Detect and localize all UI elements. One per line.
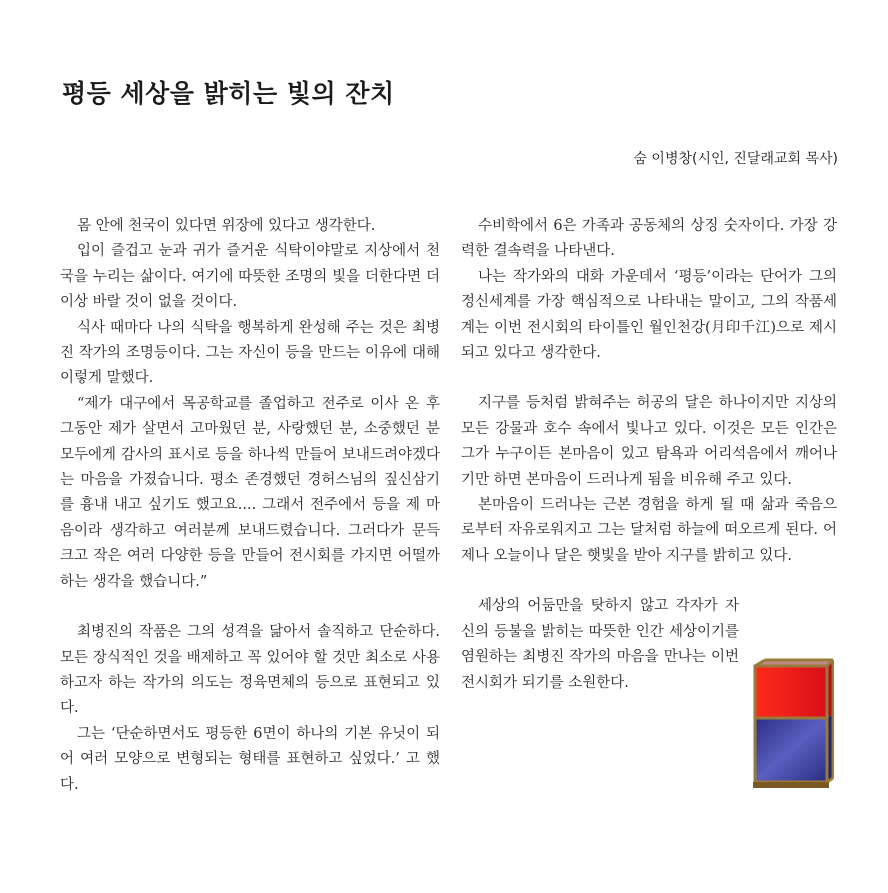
paragraph: 식사 때마다 나의 식탁을 행복하게 완성해 주는 것은 최병진 작가의 조명등이다. 그는 자신이 등을 만드는 이유에 대해 이렇게 말했다. <box>60 319 440 387</box>
paragraph: 그는 ‘단순하면서도 평등한 6면이 하나의 기본 유닛이 되어 여러 모양으로 변형되는 형태를 표현하고 싶었다.’ 고 했다. <box>60 725 440 793</box>
paragraph: 최병진의 작품은 그의 성격을 닮아서 솔직하고 단순하다. 모든 장식적인 것을 배제하고 꼭 있어야 할 것만 최소로 사용하고자 하는 작가의 의도는 정육면체의 등으로 표현되고 있다. <box>60 624 440 717</box>
paragraph: 입이 즐겁고 눈과 귀가 즐거운 식탁이야말로 지상에서 천국을 누리는 삶이다. 여기에 따뜻한 조명의 빛을 더한다면 더 이상 바랄 것이 없을 것이다. <box>60 243 440 311</box>
paragraph: 지구를 등처럼 밝혀주는 허공의 달은 하나이지만 지상의 모든 강물과 호수 속에서 빛나고 있다. 이것은 모든 인간은 그가 누구이든 본마음이 있고 탐욕과 어리석음에서 깨어나기만 하면 본마음이 드러나게 됨을 비유해 주고 있다. <box>461 395 837 488</box>
paragraph: 수비학에서 6은 가족과 공동체의 상징 숫자이다. 가장 강력한 결속력을 나타낸다. <box>461 218 837 260</box>
paragraph: 본마음이 드러나는 근본 경험을 하게 될 때 삶과 죽음으로부터 자유로워지고 그는 달처럼 하늘에 떠오르게 된다. 어제나 오늘이나 달은 햇빛을 받아 지구를 밝히고 있다. <box>461 497 837 564</box>
paragraph: 나는 작가와의 대화 가운데서 ‘평등’이라는 단어가 그의 정신세계를 가장 핵심적으로 나타내는 말이고, 그의 작품세계는 이번 전시회의 타이틀인 월인천강(月印千江)으로 제시되고 있다고 생각한다. <box>461 268 837 362</box>
paragraph: 세상의 어둠만을 탓하지 않고 각자가 자신의 등불을 밝히는 따뜻한 인간 세상이기를 염원하는 최병진 작가의 마음을 만나는 이번 전시회가 되기를 소원한다. <box>461 598 739 691</box>
left-column <box>60 214 440 798</box>
quote-paragraph: “제가 대구에서 목공학교를 졸업하고 전주로 이사 온 후 그동안 제가 살면서 고마웠던 분, 사랑했던 분, 소중했던 분 모두에게 감사의 표시로 등을 하나씩 만들어 보내드려야겠다는 마음을 가졌습니다. 평소 존경했던 경허스님의 짚신삼기를 흉내 내고 싶기도 했고요.... 그래서 전주에서 등을 제 마음이라 생각하고 여러분께 보내드렸습니다. 그러다가 문득 크고 작은 여러 다양한 등을 만들어 전시회를 가지면 어떨까 하는 생각을 했습니다.” <box>60 395 440 590</box>
lamp-image <box>749 658 834 790</box>
article-title: 평등 세상을 밝히는 빛의 잔치 <box>62 79 395 108</box>
author-byline: 숨 이병창(시인, 진달래교회 목사) <box>633 151 838 167</box>
paragraph: 몸 안에 천국이 있다면 위장에 있다고 생각한다. <box>77 218 376 234</box>
right-column <box>461 214 837 696</box>
